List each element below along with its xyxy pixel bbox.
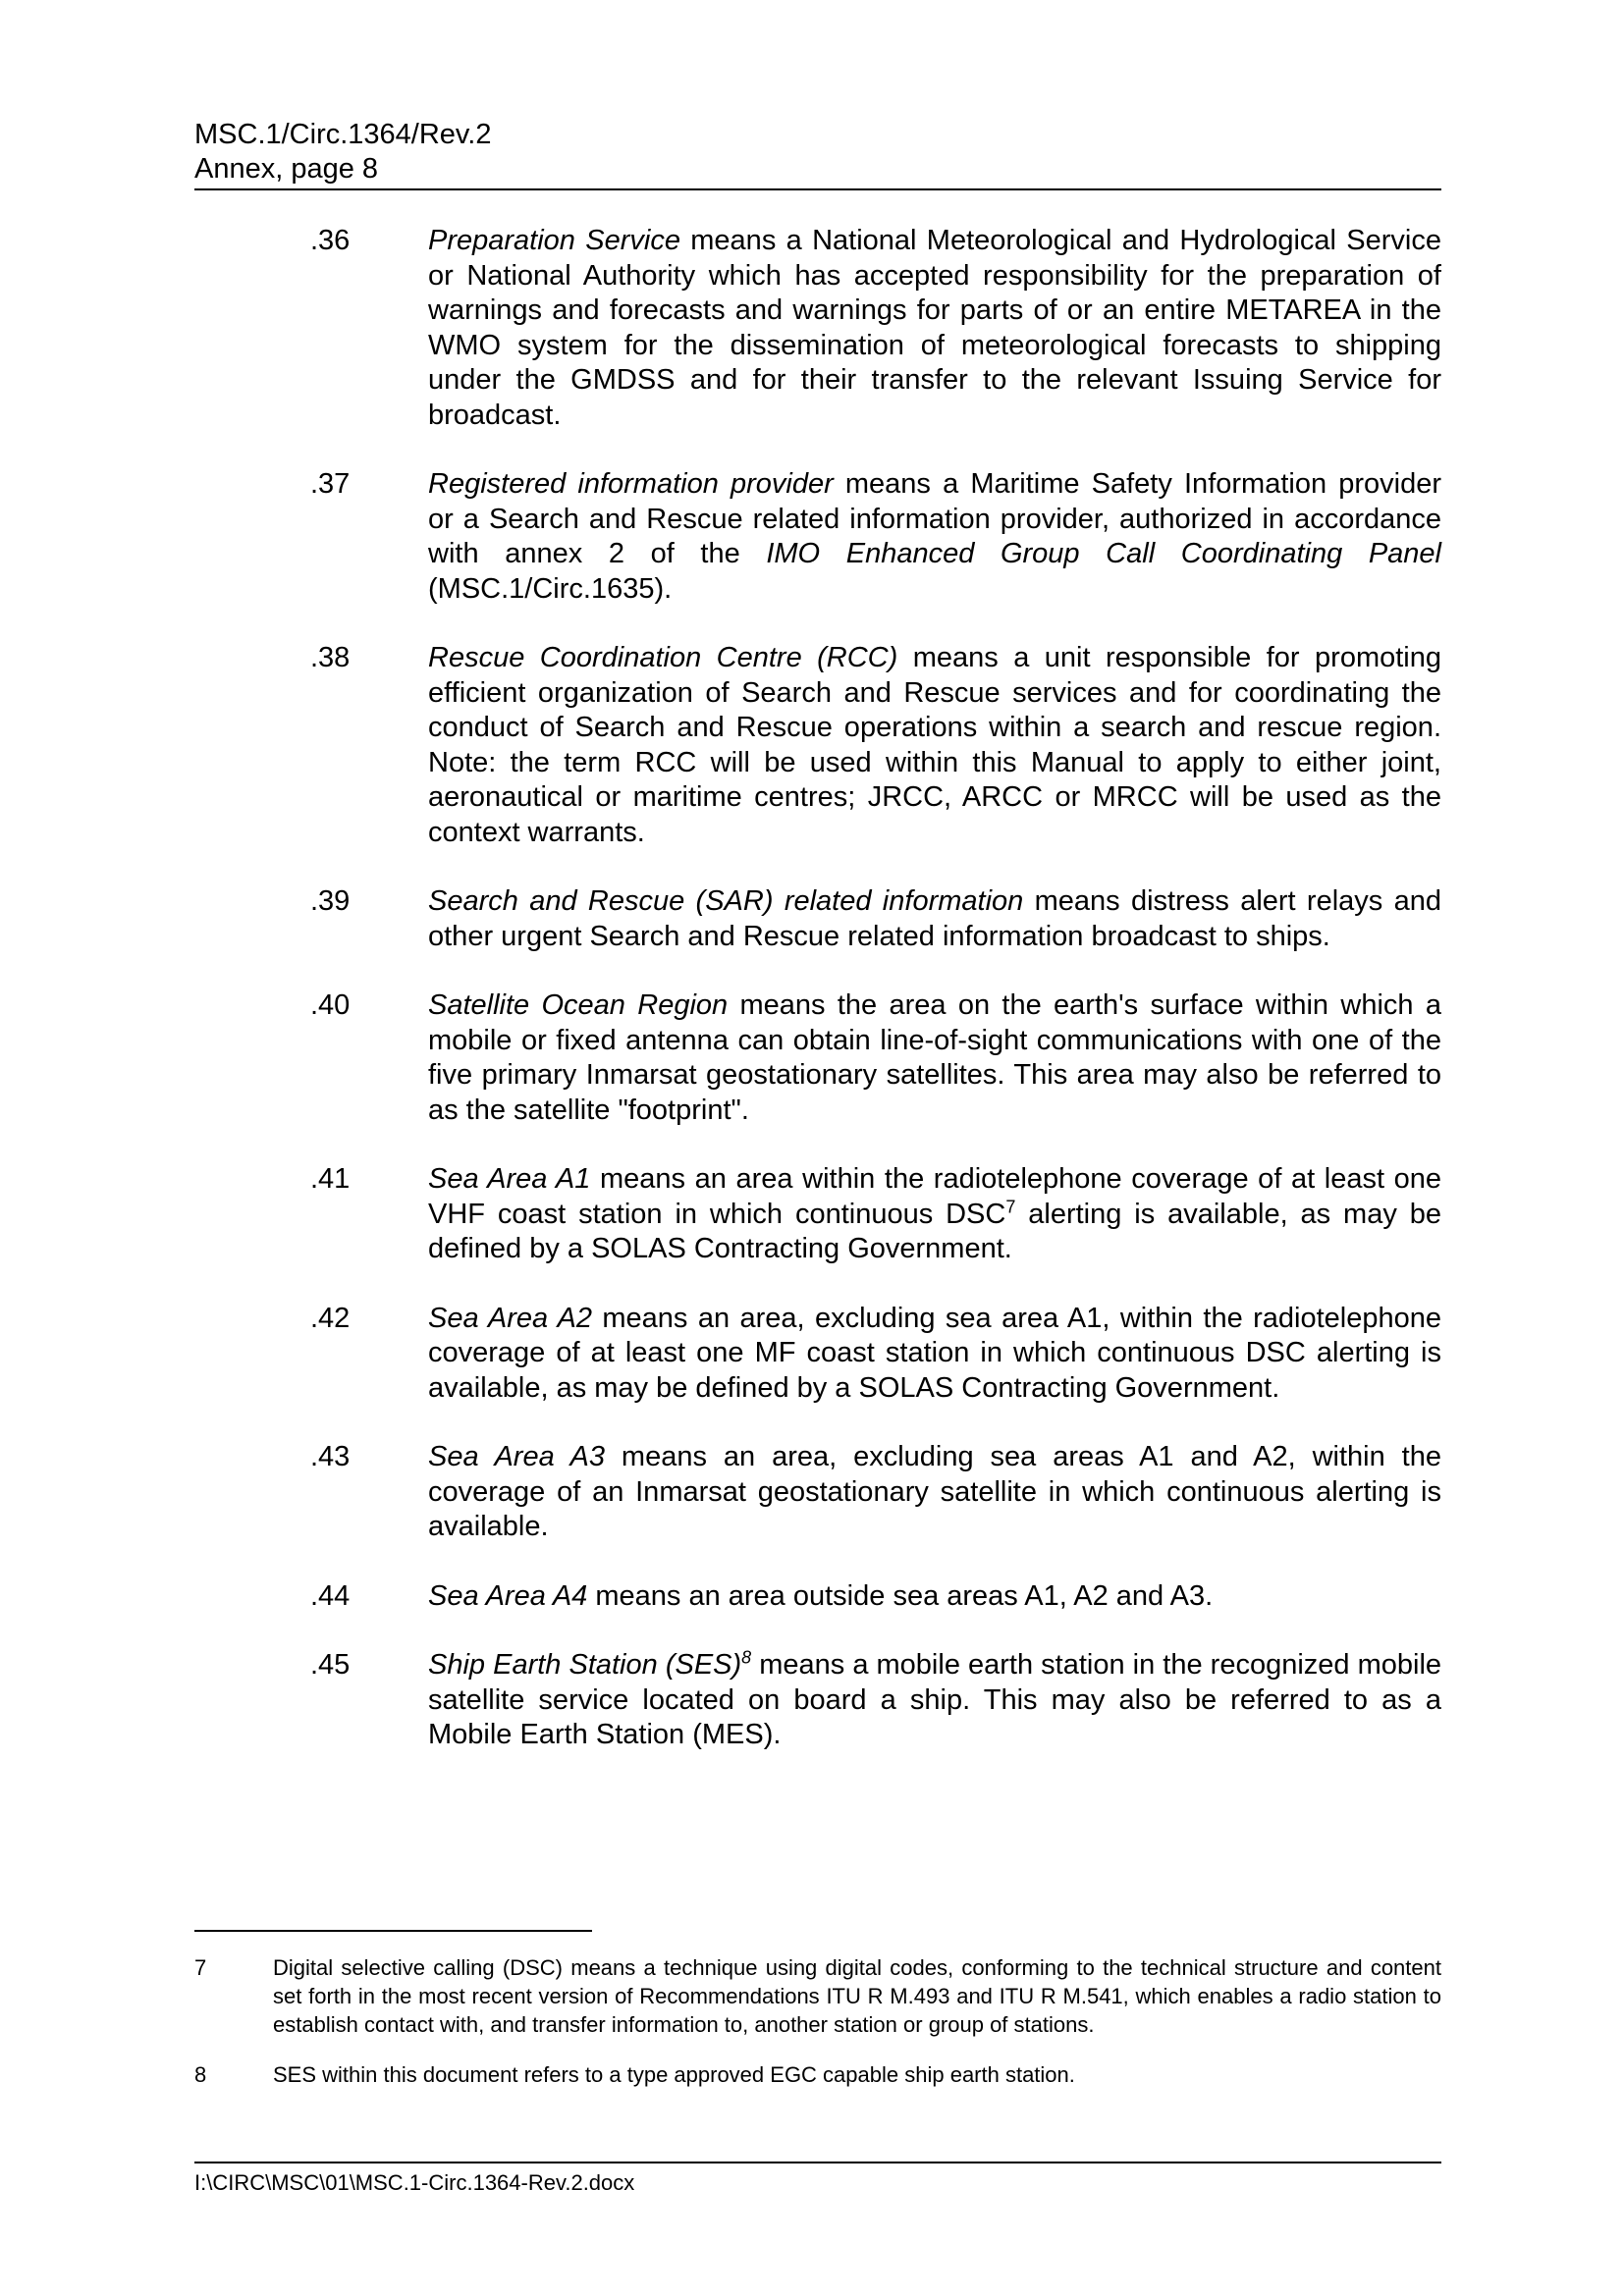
page-footer [194, 2162, 1441, 2197]
definition-text: Ship Earth Station (SES)$^8$ means a mobile earth station in the recognized mobile satellite service located on board a ship. This may also be referred to as a Mobile Earth Station (MES). [428, 1647, 1442, 1750]
footnote-item [0, 1953, 1624, 2039]
definition-number: .36 [310, 225, 351, 256]
definition-term: Sea Area A2 [428, 1302, 592, 1334]
definition-term: Satellite Ocean Region [428, 989, 729, 1021]
footnote-reference[interactable]: 7 [1005, 1196, 1016, 1216]
definition-text: Rescue Coordination Centre (RCC) means a unit responsible for promoting efficient organization of Search and Rescue services and for coordinating the conduct of Search and Rescue operations within a search and rescue region. Note: the term RCC will be used within this Manual to apply to either joint, aeronautical or maritime centres; JRCC, ARCC or MRCC will be used as the context warrants. [428, 642, 1441, 848]
page-header [194, 118, 1441, 190]
definition-term: Sea Area A1 [428, 1163, 591, 1195]
definition-number: .40 [310, 989, 351, 1021]
definition-item [0, 1648, 1624, 1753]
definition-text: Registered information provider means a Maritime Safety Information provider or a Search and Rescue related information provider, authorized in accordance with annex 2 of the IMO Enhanced Group Call Coordinating Panel (MSC.1/Circ.1635). [428, 468, 1441, 605]
definition-item [0, 988, 1624, 1128]
definition-number: .43 [310, 1441, 351, 1472]
footnotes [0, 1953, 1624, 2110]
definition-term: Registered information provider [428, 468, 834, 500]
document-reference: MSC.1/Circ.1364/Rev.2 [194, 119, 492, 150]
footnote-number: 7 [194, 1955, 207, 1980]
definition-number: .45 [310, 1649, 351, 1681]
footnote-text: SES within this document refers to a type approved EGC capable ship earth station. [273, 2062, 1075, 2087]
definition-number: .41 [310, 1163, 351, 1195]
definition-term: Search and Rescue (SAR) related information [428, 885, 1024, 917]
definition-text: Preparation Service means a National Meteorological and Hydrological Service or National Authority which has accepted responsibility for the preparation of warnings and forecasts and warnings for parts of or an entire METAREA in the WMO system for the dissemination of meteorological forecasts to shipping under the GMDSS and for their transfer to the relevant Issuing Service for broadcast. [428, 225, 1441, 431]
definition-term: Sea Area A4 [428, 1579, 588, 1612]
reference-title: IMO Enhanced Group Call Coordinating Panel [766, 538, 1441, 569]
definition-term: Ship Earth Station (SES) [428, 1649, 742, 1681]
definition-item [0, 1440, 1624, 1545]
definition-number: .39 [310, 885, 351, 917]
footnote-item [0, 2060, 1624, 2089]
footnote-separator [194, 1930, 592, 1932]
definition-text: Sea Area A3 means an area, excluding sea areas A1 and A2, within the coverage of an Inmarsat geostationary satellite in which continuous alerting is available. [428, 1441, 1441, 1542]
definition-item [0, 1302, 1624, 1407]
footnote-text: Digital selective calling (DSC) means a technique using digital codes, conforming to the technical structure and content set forth in the most recent version of Recommendations ITU R M.493 and ITU R M.541, which enables a radio station to establish contact with, and transfer information to, another station or group of stations. [273, 1955, 1441, 2037]
definition-number: .42 [310, 1302, 351, 1334]
definition-text: Search and Rescue (SAR) related information means distress alert relays and other urgent Search and Rescue related information broadcast to ships. [428, 885, 1441, 952]
footnote-reference[interactable]: 8 [741, 1647, 752, 1668]
definition-term: Rescue Coordination Centre (RCC) [428, 642, 898, 673]
definition-text: Sea Area A4 means an area outside sea areas A1, A2 and A3. [428, 1579, 1214, 1612]
page-label: Annex, page 8 [194, 153, 379, 185]
definition-text: Sea Area A1 means an area within the radiotelephone coverage of at least one VHF coast station in which continuous DSC$^7$ alerting is available, as may be defined by a SOLAS Contracting Government. [428, 1163, 1442, 1264]
definition-text: Satellite Ocean Region means the area on the earth's surface within which a mobile or fixed antenna can obtain line-of-sight communications with one of the five primary Inmarsat geostationary satellites. This area may also be referred to as the satellite "footprint". [428, 989, 1441, 1126]
footnote-number: 8 [194, 2062, 207, 2087]
definition-item [0, 641, 1624, 850]
definition-item [0, 224, 1624, 433]
definition-term: Preparation Service [428, 225, 680, 256]
file-path: I:\CIRC\MSC\01\MSC.1-Circ.1364-Rev.2.docx [194, 2170, 635, 2195]
definition-number: .44 [310, 1579, 351, 1612]
definition-text: Sea Area A2 means an area, excluding sea area A1, within the radiotelephone coverage of at least one MF coast station in which continuous DSC alerting is available, as may be defined by a SOLAS Contracting Government. [428, 1302, 1441, 1404]
definitions-list [0, 224, 1624, 1788]
definition-number: .38 [310, 642, 351, 673]
definition-item [0, 884, 1624, 954]
definition-item [0, 1162, 1624, 1267]
definition-term: Sea Area A3 [428, 1441, 606, 1472]
definition-item [0, 1579, 1624, 1615]
definition-item [0, 467, 1624, 607]
definition-number: .37 [310, 468, 351, 500]
